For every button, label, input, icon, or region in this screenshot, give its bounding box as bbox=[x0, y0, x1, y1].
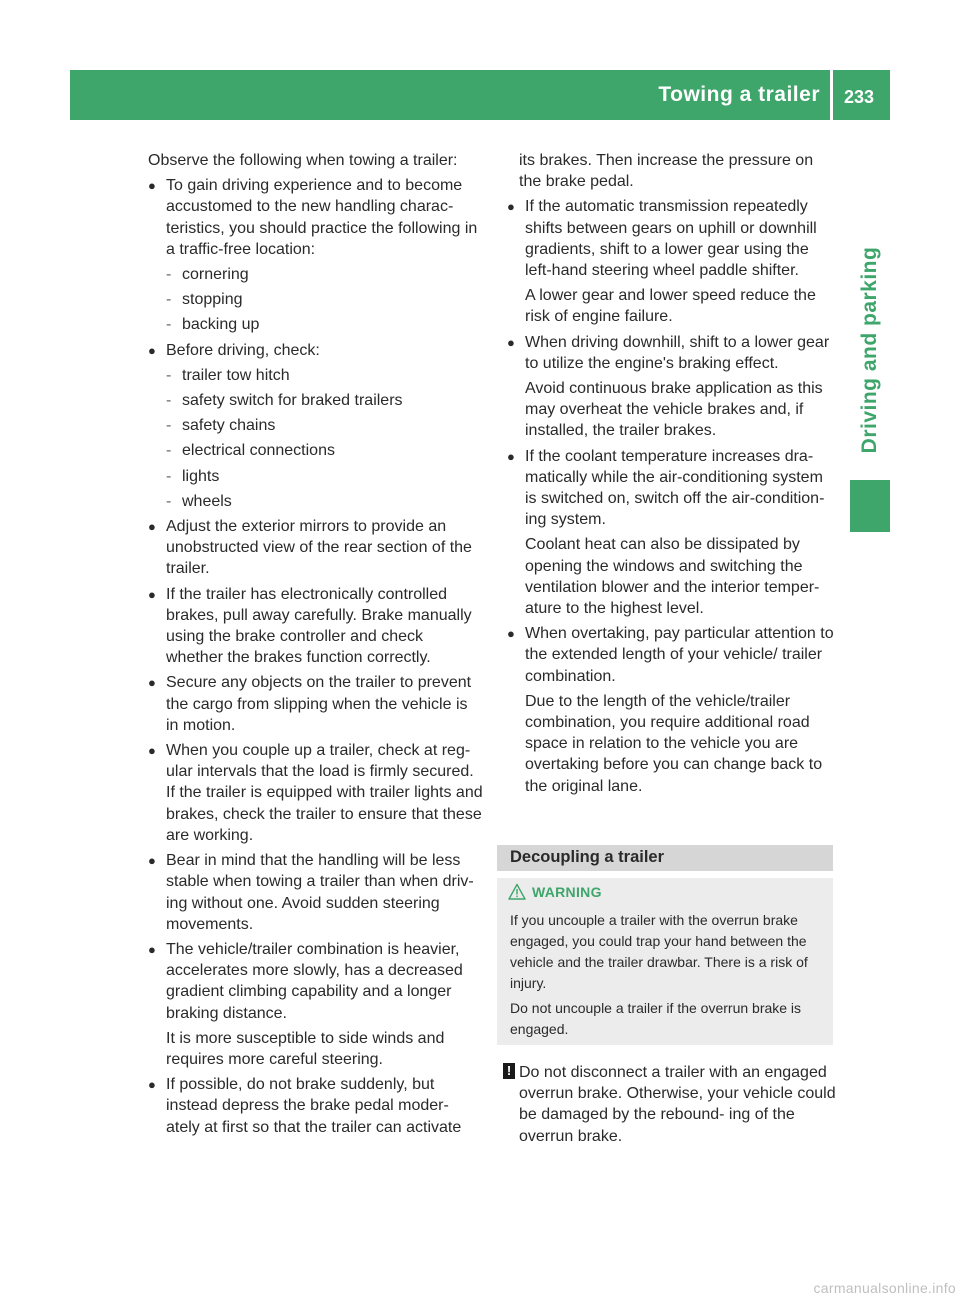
bullet-marker: ● bbox=[148, 1077, 156, 1093]
dash-marker: - bbox=[166, 366, 172, 384]
list-item bbox=[507, 332, 837, 442]
sub-item bbox=[166, 264, 484, 285]
bullet-extra-text: Due to the length of the vehicle/trailer combination, you require additional road space in relation to the vehicle you are overtaking before you can change back to the original lane. bbox=[525, 692, 823, 795]
list-item bbox=[148, 175, 484, 335]
bullet-text: If the automatic transmission repeatedly shifts between gears on uphill or downhill gradients, shift to a lower gear using the left-hand steering wheel paddle shifter. bbox=[525, 198, 817, 280]
sub-item-text: backing up bbox=[182, 316, 260, 334]
warning-label: WARNING bbox=[532, 884, 602, 900]
bullet-text: To gain driving experience and to become accustomed to the new handling charac- teristics, you should practice the following in a traffic-free location: bbox=[166, 177, 478, 258]
sub-item bbox=[166, 289, 484, 310]
page-number: 233 bbox=[844, 87, 875, 107]
sub-item-text: electrical connections bbox=[182, 442, 335, 460]
bullet-marker: ● bbox=[148, 743, 156, 759]
bullet-text: When overtaking, pay particular attention to the extended length of your vehicle/ trailer combination. bbox=[525, 625, 834, 685]
warning-paragraph: If you uncouple a trailer with the overrun brake engaged, you could trap your hand between the vehicle and the trailer drawbar. There is a risk of injury. bbox=[510, 912, 808, 991]
bullet-marker: ● bbox=[148, 941, 156, 957]
list-item bbox=[148, 672, 484, 736]
note bbox=[503, 1062, 837, 1147]
sub-item bbox=[166, 314, 484, 335]
sub-item-text: safety chains bbox=[182, 417, 276, 435]
continuation-text: its brakes. Then increase the pressure on the brake pedal. bbox=[519, 152, 814, 191]
bullet-text: When driving downhill, shift to a lower gear to utilize the engine's braking effect. bbox=[525, 333, 830, 372]
dash-marker: - bbox=[166, 316, 172, 334]
warning-paragraph: Do not uncouple a trailer if the overrun brake is engaged. bbox=[510, 1000, 802, 1037]
right-column bbox=[507, 150, 837, 801]
dash-marker: - bbox=[166, 392, 172, 410]
left-column bbox=[148, 150, 484, 1142]
list-item bbox=[507, 623, 837, 797]
list-item bbox=[148, 740, 484, 846]
sub-item bbox=[166, 491, 484, 512]
side-tab-marker bbox=[850, 480, 890, 532]
sub-item-text: stopping bbox=[182, 291, 243, 309]
bullet-text: When you couple up a trailer, check at reg- ular intervals that the load is firmly secured. If the trailer is equipped with trailer lights and brakes, check the trailer to ensure that these are working. bbox=[166, 742, 483, 844]
bullet-marker: ● bbox=[148, 178, 156, 194]
bullet-marker: ● bbox=[507, 626, 515, 642]
page-title: Towing a trailer bbox=[658, 83, 820, 106]
dash-marker: - bbox=[166, 442, 172, 460]
bullet-marker: ● bbox=[148, 586, 156, 602]
dash-marker: - bbox=[166, 417, 172, 435]
bullet-marker: ● bbox=[148, 342, 156, 358]
sub-item bbox=[166, 415, 484, 436]
sub-item bbox=[166, 390, 484, 411]
side-tab-label: Driving and parking bbox=[858, 246, 881, 454]
list-item bbox=[148, 340, 484, 512]
bullet-text: Before driving, check: bbox=[166, 341, 320, 359]
bullet-text: If the trailer has electronically controlled brakes, pull away carefully. Brake manually using the brake controller and check whether the brakes function correctly. bbox=[166, 585, 472, 667]
intro-text: Observe the following when towing a trailer: bbox=[148, 152, 458, 169]
dash-marker: - bbox=[166, 467, 172, 485]
list-item bbox=[148, 850, 484, 935]
list-item bbox=[148, 1074, 484, 1138]
note-text: Do not disconnect a trailer with an engaged overrun brake. Otherwise, your vehicle could be damaged by the rebound- ing of the overrun brake. bbox=[519, 1064, 836, 1145]
sub-item-text: trailer tow hitch bbox=[182, 366, 290, 384]
warning-triangle-icon bbox=[508, 883, 526, 901]
sub-list bbox=[166, 365, 484, 512]
dash-marker: - bbox=[166, 291, 172, 309]
bullet-extra-text: It is more susceptible to side winds and requires more careful steering. bbox=[166, 1029, 445, 1068]
sub-item-text: cornering bbox=[182, 266, 249, 284]
sub-item-text: safety switch for braked trailers bbox=[182, 392, 403, 410]
bullet-extra-text: Coolant heat can also be dissipated by opening the windows and switching the ventilation blower and the interior temper- ature to the highest level. bbox=[525, 536, 820, 618]
header-divider bbox=[830, 70, 833, 120]
sub-item bbox=[166, 440, 484, 461]
bullet-text: Adjust the exterior mirrors to provide an unobstructed view of the rear section of the trailer. bbox=[166, 518, 472, 578]
bullet-marker: ● bbox=[148, 675, 156, 691]
sub-item bbox=[166, 466, 484, 487]
watermark: carmanualsonline.info bbox=[813, 1280, 956, 1296]
warning-text bbox=[510, 910, 828, 1040]
list-item bbox=[507, 446, 837, 620]
bullet-marker: ● bbox=[507, 448, 515, 464]
sub-item bbox=[166, 365, 484, 386]
section-heading: Decoupling a trailer bbox=[510, 848, 665, 866]
bullet-text: Secure any objects on the trailer to prevent the cargo from slipping when the vehicle is in motion. bbox=[166, 674, 472, 734]
dash-marker: - bbox=[166, 266, 172, 284]
bullet-marker: ● bbox=[148, 519, 156, 535]
bullet-marker: ● bbox=[507, 199, 515, 215]
list-item bbox=[148, 584, 484, 669]
bullet-text: If possible, do not brake suddenly, but instead depress the brake pedal moder- ately at first so that the trailer can activate bbox=[166, 1076, 462, 1136]
dash-marker: - bbox=[166, 492, 172, 510]
bullet-extra-text: A lower gear and lower speed reduce the risk of engine failure. bbox=[525, 287, 816, 326]
list-item bbox=[507, 196, 837, 327]
bullet-marker: ● bbox=[507, 334, 515, 350]
bullet-extra-text: Avoid continuous brake application as this may overheat the vehicle brakes and, if installed, the trailer brakes. bbox=[525, 380, 823, 440]
bullet-text: The vehicle/trailer combination is heavier, accelerates more slowly, has a decreased gradient climbing capability and a longer braking distance. bbox=[166, 940, 463, 1022]
bullet-text: If the coolant temperature increases dra- matically while the air-conditioning system is switched on, switch off the air-condition- ing system. bbox=[525, 447, 825, 529]
warning-header bbox=[508, 883, 602, 901]
sub-list bbox=[166, 264, 484, 336]
list-item bbox=[148, 939, 484, 1070]
bullet-text: Bear in mind that the handling will be less stable when towing a trailer than when driv- ing without one. Avoid sudden steering movements. bbox=[166, 852, 474, 933]
exclamation-icon: ! bbox=[503, 1063, 515, 1079]
sub-item-text: wheels bbox=[182, 492, 232, 510]
bullet-marker: ● bbox=[148, 853, 156, 869]
list-item bbox=[148, 516, 484, 580]
sub-item-text: lights bbox=[182, 467, 220, 485]
